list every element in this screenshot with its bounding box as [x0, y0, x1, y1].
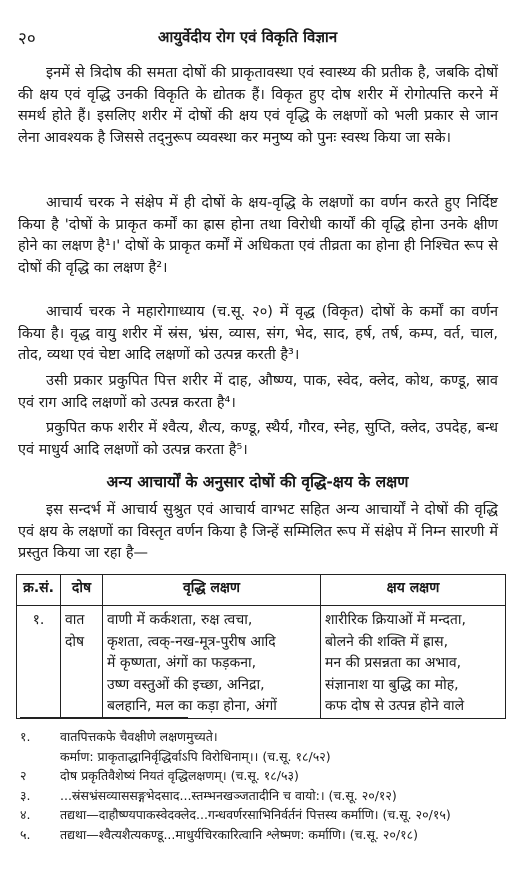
- cell-dosha: वात दोष: [61, 606, 103, 719]
- footnote-text: तद्यथा—दाहौष्ण्यपाकस्वेदक्लेद...गन्धवर्णरसाभिनिर्वर्तनं पित्तस्य कर्माणि। (च.सू. २०/१५): [60, 807, 451, 822]
- footnote-number: २: [20, 768, 27, 783]
- running-title: आयुर्वेदीय रोग एवं विकृति विज्ञान: [158, 28, 338, 46]
- col-header-serial: क्र.सं.: [17, 575, 61, 606]
- footnote-number: ३.: [20, 787, 31, 803]
- intro-paragraph: इस सन्दर्भ में आचार्य सुश्रुत एवं आचार्य वाग्भट सहित अन्य आचार्यों ने दोषों की वृद्धि एवं क्षय के लक्षणों का विस्तृत वर्णन किया है जिन्हें सम्मिलित रूप में संक्षेप में निम्न सारणी में प्रस्तुत किया जा रहा है—: [18, 502, 498, 561]
- footnote-2: [20, 766, 510, 786]
- footnote-text: वातपित्तकफे चैवक्षीणे लक्षणमुच्यते।: [60, 729, 218, 744]
- footnote-number: १.: [20, 729, 31, 744]
- footnote-1-continuation: कर्माण: प्राकृताद्धानिर्वृद्धिर्वाऽपि विरोधिनाम्।। (च.सू. १८/५२): [60, 748, 331, 764]
- footnote-3: [20, 786, 510, 806]
- section-heading: अन्य आचार्यों के अनुसार दोषों की वृद्धि-क्षय के लक्षण: [106, 473, 409, 491]
- table-row: [17, 606, 506, 719]
- cell-kshaya: शारीरिक क्रियाओं में मन्दता, बोलने की शक्ति में ह्रास, मन की प्रसन्नता का अभाव, संज्ञानाश या बुद्धि का मोह, कफ दोष से उत्पन्न होने वाले: [321, 606, 506, 719]
- cell-vriddhi: वाणी में कर्कशता, रुक्ष त्वचा, कृशता, त्वक्-नख-मूत्र-पुरीष आदि में कृष्णता, अंगों का फड़कना, उष्ण वस्तुओं की इच्छा, अनिद्रा, बलहानि, मल का कड़ा होना, अंगों: [103, 606, 321, 719]
- paragraph-pitta-vriddhi: उसी प्रकार प्रकुपित पित्त शरीर में दाह, औष्ण्य, पाक, स्वेद, क्लेद, कोथ, कण्डू, स्राव एवं राग आदि लक्षणों को उत्पन्न करता है⁴।: [18, 373, 498, 411]
- col-header-dosha: दोष: [61, 575, 103, 606]
- footnote-number: ५.: [20, 826, 31, 842]
- footnote-4: [20, 805, 510, 825]
- table-header-row: [17, 575, 506, 606]
- footnote-5: [20, 825, 510, 845]
- footnote-1: [20, 727, 510, 747]
- footnote-number: ४.: [20, 807, 31, 822]
- footnotes: [20, 727, 510, 844]
- paragraph-vata-vriddhi: आचार्य चरक ने महारोगाध्याय (च.सू. २०) में वृद्ध (विकृत) दोषों के कर्मों का वर्णन किया है। वृद्ध वायु शरीर में स्रंस, भ्रंस, व्यास, संग, भेद, साद, हर्ष, तर्ष, कम्प, वर्त, चाल, तोद, व्यथा एवं चेष्टा आदि लक्षणों को उत्पन्न करती है³।: [18, 304, 498, 363]
- paragraph-tridosha: इनमें से त्रिदोष की समता दोषों की प्राकृतावस्था एवं स्वास्थ्य की प्रतीक है, जबकि दोषों की क्षय एवं वृद्धि उनकी विकृति के द्योतक हैं। विकृत हुए दोष शरीर में रोगोत्पत्ति करने में समर्थ होते हैं। इसलिए शरीर में दोषों की क्षय एवं वृद्धि के लक्षणों को भली प्रकार से जान लेना आवश्यक है जिससे तद्नुरूप व्यवस्था कर मनुष्य को पुनः स्वस्थ किया जा सके।: [18, 65, 498, 146]
- footnote-text: तद्यथा—श्वैत्यशैत्यकण्डू...माधुर्यचिरकारित्वानि श्लेष्मण: कर्माणि। (च.सू. २०/१८): [60, 826, 419, 842]
- page-number: २०: [18, 29, 36, 49]
- footnote-text: दोष प्रकृतिवैशेष्यं नियतं वृद्धिलक्षणम्। (च.सू. १८/५३): [60, 768, 299, 783]
- dosha-symptoms-table: [16, 574, 506, 719]
- paragraph-kapha-vriddhi: प्रकुपित कफ शरीर में श्वैत्य, शैत्य, कण्डू, स्थैर्य, गौरव, स्नेह, सुप्ति, क्लेद, उपदेह, बन्ध एवं माधुर्य आदि लक्षणों को उत्पन्न करता है⁵।: [18, 420, 498, 458]
- cell-serial: १.: [17, 606, 61, 719]
- footnote-text: ...स्रंसभ्रंसव्याससङ्गभेदसाद...स्तम्भनखञ्जतादीनि च वायो:। (च.सू. २०/१२): [60, 787, 397, 803]
- footnote-divider: [20, 717, 188, 718]
- col-header-kshaya: क्षय लक्षण: [321, 575, 506, 606]
- col-header-vriddhi: वृद्धि लक्षण: [103, 575, 321, 606]
- page-header: [0, 24, 515, 52]
- paragraph-charaka-summary: आचार्य चरक ने संक्षेप में ही दोषों के क्षय-वृद्धि के लक्षणों का वर्णन करते हुए निर्दिष्ट किया है 'दोषों के प्राकृत कर्मों का ह्रास होना तथा विरोधी कार्यों की वृद्धि होना उनके क्षीण होने का लक्षण है¹।' दोषों के प्राकृत कर्मों में अधिकता एवं तीव्रता का होना ही निश्चित रूप से दोषों की वृद्धि का लक्षण है²।: [18, 195, 498, 276]
